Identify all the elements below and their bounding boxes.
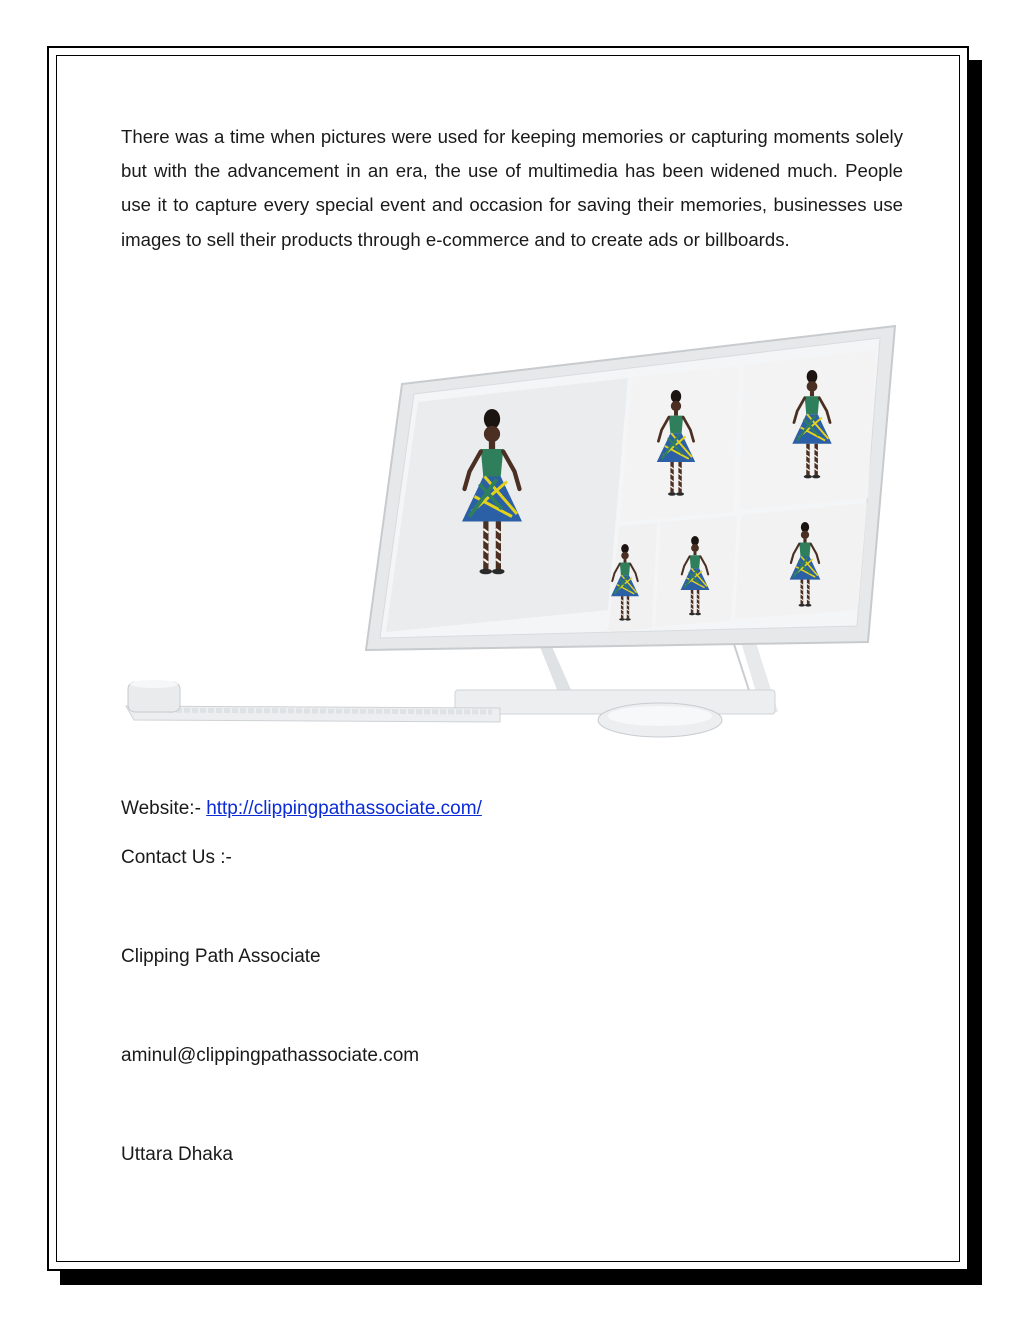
email-address: aminul@clippingpathassociate.com: [121, 1045, 420, 1066]
location: Uttara Dhaka: [121, 1144, 233, 1165]
intro-paragraph: There was a time when pictures were used for keeping memories or capturing moments solely but with the advancement in an era, the use of multimedia has been widened much. People use it to capture every special event and occasion for saving their memories, businesses use images to sell their products through e-commerce and to create ads or billboards.: [121, 126, 903, 250]
company-name: Clipping Path Associate: [121, 946, 321, 967]
website-line: [121, 797, 482, 821]
website-link[interactable]: http://clippingpathassociate.com/: [206, 798, 482, 819]
contact-heading: Contact Us :-: [121, 847, 232, 868]
desktop-computer-illustration: [120, 320, 910, 750]
website-label: Website:-: [121, 798, 201, 819]
